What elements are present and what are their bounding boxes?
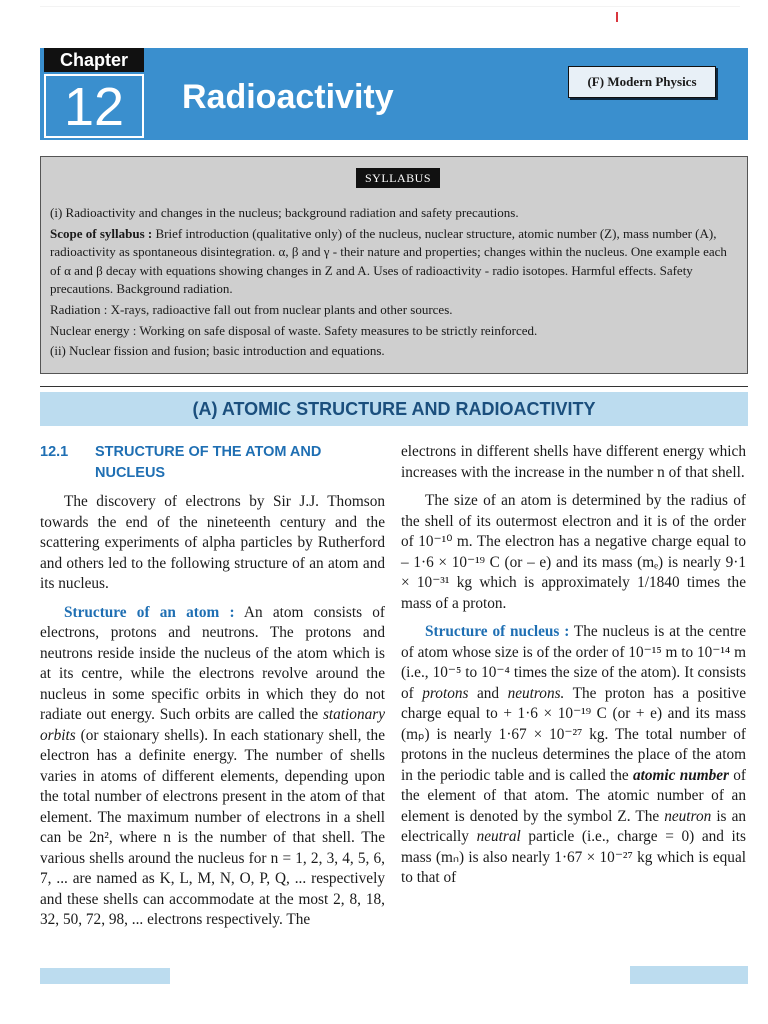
atom-text-a: An atom consists of electrons, protons and neutrons. The protons and neutrons reside inside the nucleus of the atom which is at its centre, while the electrons revolve around the nucleus in some specific orbits in which they do not radiate out energy. Such orbits are called the [40, 603, 386, 723]
syllabus-scope [50, 225, 740, 299]
page-mark [616, 12, 618, 22]
left-column [40, 442, 385, 931]
syllabus-radiation: Radiation : X-rays, radioactive fall out from nuclear plants and other sources. [50, 301, 453, 317]
chapter-label: Chapter [44, 48, 144, 72]
right-para-2: The size of an atom is determined by the radius of the shell of its outermost electron and it is of the order of 10⁻¹⁰ m. The electron has a negative charge equal to – 1·6 × 10⁻¹⁹ C (or – e) and its mass (mₑ) is nearly 9·1 × 10⁻³¹ kg which is approximately 1/1840 times the mass of a proton. [401, 492, 746, 612]
nucleus-text-d: is an electrically [401, 807, 747, 845]
nucleus-paragraph [401, 622, 746, 889]
nucleus-text-c: of the element of that atom. The atomic number of an element is denoted by the symbol Z. The [401, 766, 747, 825]
heading-number: 12.1 [40, 444, 69, 460]
atom-italic: stationary orbits [40, 706, 385, 744]
footer-bar-left [40, 968, 170, 984]
syllabus-line-ii: (ii) Nuclear fission and fusion; basic introduction and equations. [50, 343, 385, 359]
heading-text: STRUCTURE OF THE ATOM AND NUCLEUS [95, 444, 322, 481]
atom-paragraph [40, 603, 385, 931]
nucleus-text-e: particle (i.e., charge = 0) and its mass (mₙ) is also nearly 1·67 × 10⁻²⁷ kg which is equal to that of [401, 828, 746, 886]
syllabus-label: SYLLABUS [356, 168, 440, 188]
intro-paragraph: The discovery of electrons by Sir J.J. Thomson towards the end of the nineteenth century and the scattering experiments of alpha particles by Rutherford and others led to the following structure of an atom and its nucleus. [40, 493, 385, 592]
chapter-title: Radioactivity [182, 78, 394, 116]
section-tag: (F) Modern Physics [568, 66, 716, 98]
scope-label: Scope of syllabus : [50, 225, 153, 241]
nucleus-text-a: The nucleus is at the centre of atom whose size is of the order of 10⁻¹⁵ m to 10⁻¹⁴ m (i.e., 10⁻⁵ to 10⁻⁴ times the size of the atom). It consists of [401, 623, 746, 702]
nucleus-text-b: The proton has a positive charge equal to + 1·6 × 10⁻¹⁹ C (or + e) and its mass (mₚ) is nearly 1·67 × 10⁻²⁷ kg. The total number of protons in the nucleus determines the place of the atom in the periodic table and is called the [401, 684, 746, 784]
syllabus-nuclear-energy: Nuclear energy : Working on safe disposal of waste. Safety measures to be strictly reinforced. [50, 322, 538, 338]
neutrons-italic: neutrons. [507, 684, 565, 702]
and-text: and [476, 684, 500, 702]
section-rule [40, 386, 748, 387]
protons-italic: protons [422, 684, 469, 702]
footer-bar-right [630, 966, 748, 984]
right-column [401, 442, 746, 889]
right-para-1: electrons in different shells have different energy which increases with the increase in the number n of that shell. [401, 443, 746, 481]
neutron-italic: neutron [664, 807, 712, 825]
section-title: (A) ATOMIC STRUCTURE AND RADIOACTIVITY [192, 399, 596, 419]
syllabus-text [50, 204, 740, 363]
top-rule [40, 6, 740, 7]
atom-term: Structure of an atom : [64, 603, 235, 621]
syllabus-line-i: (i) Radioactivity and changes in the nucleus; background radiation and safety precautions. [50, 205, 519, 220]
chapter-number: 12 [44, 74, 144, 138]
atomic-number-term: atomic number [632, 766, 729, 784]
section-heading [40, 442, 385, 484]
atom-text-b: (or staionary shells). In each stationary shell, the electron has a definite energy. The number of shells varies in atoms of different elements, depending upon the total number of electrons present in the atom of that element. The maximum number of electrons in a shell can be 2n², where n is the number of that shell. The various shells around the nucleus for n = 1, 2, 3, 4, 5, 6, 7, ... are named as K, L, M, N, O, P, Q, ... respectively and these shells can accommodate at the most 2, 8, 18, 32, 50, 72, 98, ... electrons respectively. The [40, 726, 385, 928]
nucleus-term: Structure of nucleus : [425, 623, 570, 640]
neutral-italic: neutral [476, 828, 521, 845]
scope-text: Brief introduction (qualitative only) of the nucleus, nuclear structure, atomic number (Z), mass number (A), radioactivity as spontaneous disintegration. α, β and γ - their nature and properties; changes within the nucleus. One example each of α and β decay with equations showing changes in Z and A. Uses of radioactivity - radio isotopes. Harmful effects. Safety precautions. Background radiation. [50, 225, 727, 297]
